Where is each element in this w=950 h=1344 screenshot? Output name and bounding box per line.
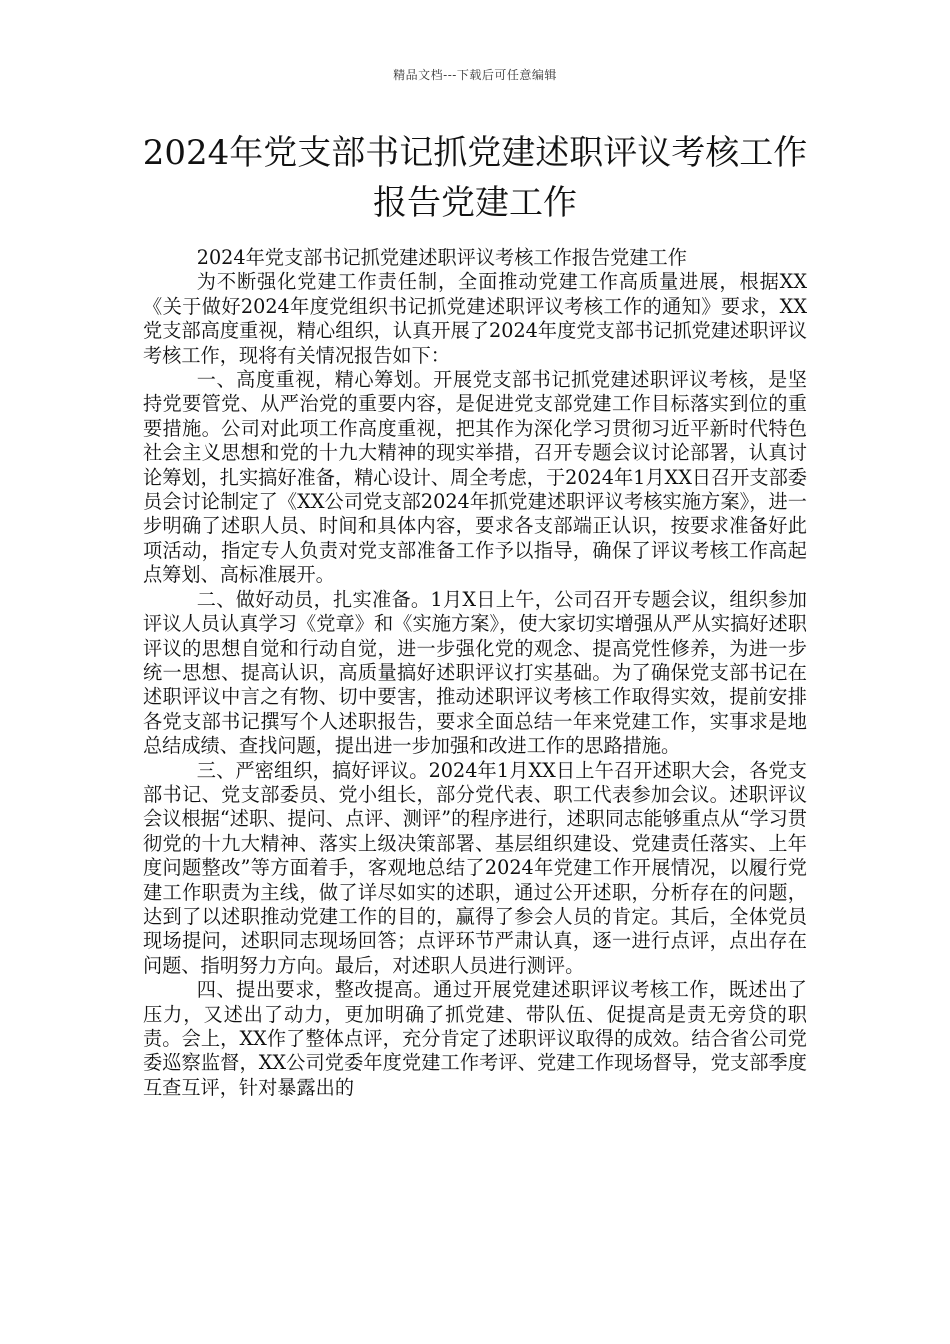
body-paragraph: 2024年党支部书记抓党建述职评议考核工作报告党建工作: [196, 246, 687, 269]
document-body: [143, 246, 807, 1100]
body-paragraph: 一、高度重视，精心筹划。开展党支部书记抓党建述职评议考核，是坚持党要管党、从严治党的重要内容，是促进党支部党建工作目标落实到位的重要措施。公司对此项工作高度重视，把其作为深化学习贯彻习近平新时代特色社会主义思想和党的十九大精神的现实举措，召开专题会议讨论部署，认真讨论筹划，扎实搞好准备，精心设计、周全考虑，于2024年1月XX日召开支部委员会讨论制定了《XX公司党支部2024年抓党建述职评议考核实施方案》，进一步明确了述职人员、时间和具体内容，要求各支部端正认识，按要求准备好此项活动，指定专人负责对党支部准备工作予以指导，确保了评议考核工作高起点筹划、高标准展开。: [143, 368, 807, 587]
body-paragraph: 为不断强化党建工作责任制，全面推动党建工作高质量进展，根据XX《关于做好2024年度党组织书记抓党建述职评议考核工作的通知》要求，XX党支部高度重视，精心组织，认真开展了2024年度党支部书记抓党建述职评议考核工作，现将有关情况报告如下：: [143, 270, 807, 367]
header-note: 精品文档---下载后可任意编辑: [393, 68, 557, 82]
body-paragraph: 二、做好动员，扎实准备。1月X日上午，公司召开专题会议，组织参加评议人员认真学习《党章》和《实施方案》，使大家切实增强从严从实搞好述职评议的思想自觉和行动自觉，进一步强化党的观念、提高党性修养，为进一步统一思想、提高认识，高质量搞好述职评议打实基础。为了确保党支部书记在述职评议中言之有物、切中要害，推动述职评议考核工作取得实效，提前安排各党支部书记撰写个人述职报告，要求全面总结一年来党建工作，实事求是地总结成绩、查找问题，提出进一步加强和改进工作的思路措施。: [143, 587, 807, 758]
body-paragraph: 四、提出要求，整改提高。通过开展党建述职评议考核工作，既述出了压力，又述出了动力，更加明确了抓党建、带队伍、促提高是责无旁贷的职责。会上，XX作了整体点评，充分肯定了述职评议取得的成效。结合省公司党委巡察监督，XX公司党委年度党建工作考评、党建工作现场督导，党支部季度互查互评，针对暴露出的: [143, 978, 807, 1099]
document-title: 2024年党支部书记抓党建述职评议考核工作报告党建工作: [142, 133, 808, 223]
body-paragraph: 三、严密组织，搞好评议。2024年1月XX日上午召开述职大会，各党支部书记、党支部委员、党小组长，部分党代表、职工代表参加会议。述职评议会议根据“述职、提问、点评、测评”的程序进行，述职同志能够重点从“学习贯彻党的十九大精神、落实上级决策部署、基层组织建设、党建责任落实、上年度问题整改”等方面着手，客观地总结了2024年党建工作开展情况，以履行党建工作职责为主线，做了详尽如实的述职，通过公开述职，分析存在的问题，达到了以述职推动党建工作的目的，赢得了参会人员的肯定。其后，全体党员现场提问，述职同志现场回答；点评环节严肃认真，逐一进行点评，点出存在问题、指明努力方向。最后，对述职人员进行测评。: [143, 758, 807, 977]
